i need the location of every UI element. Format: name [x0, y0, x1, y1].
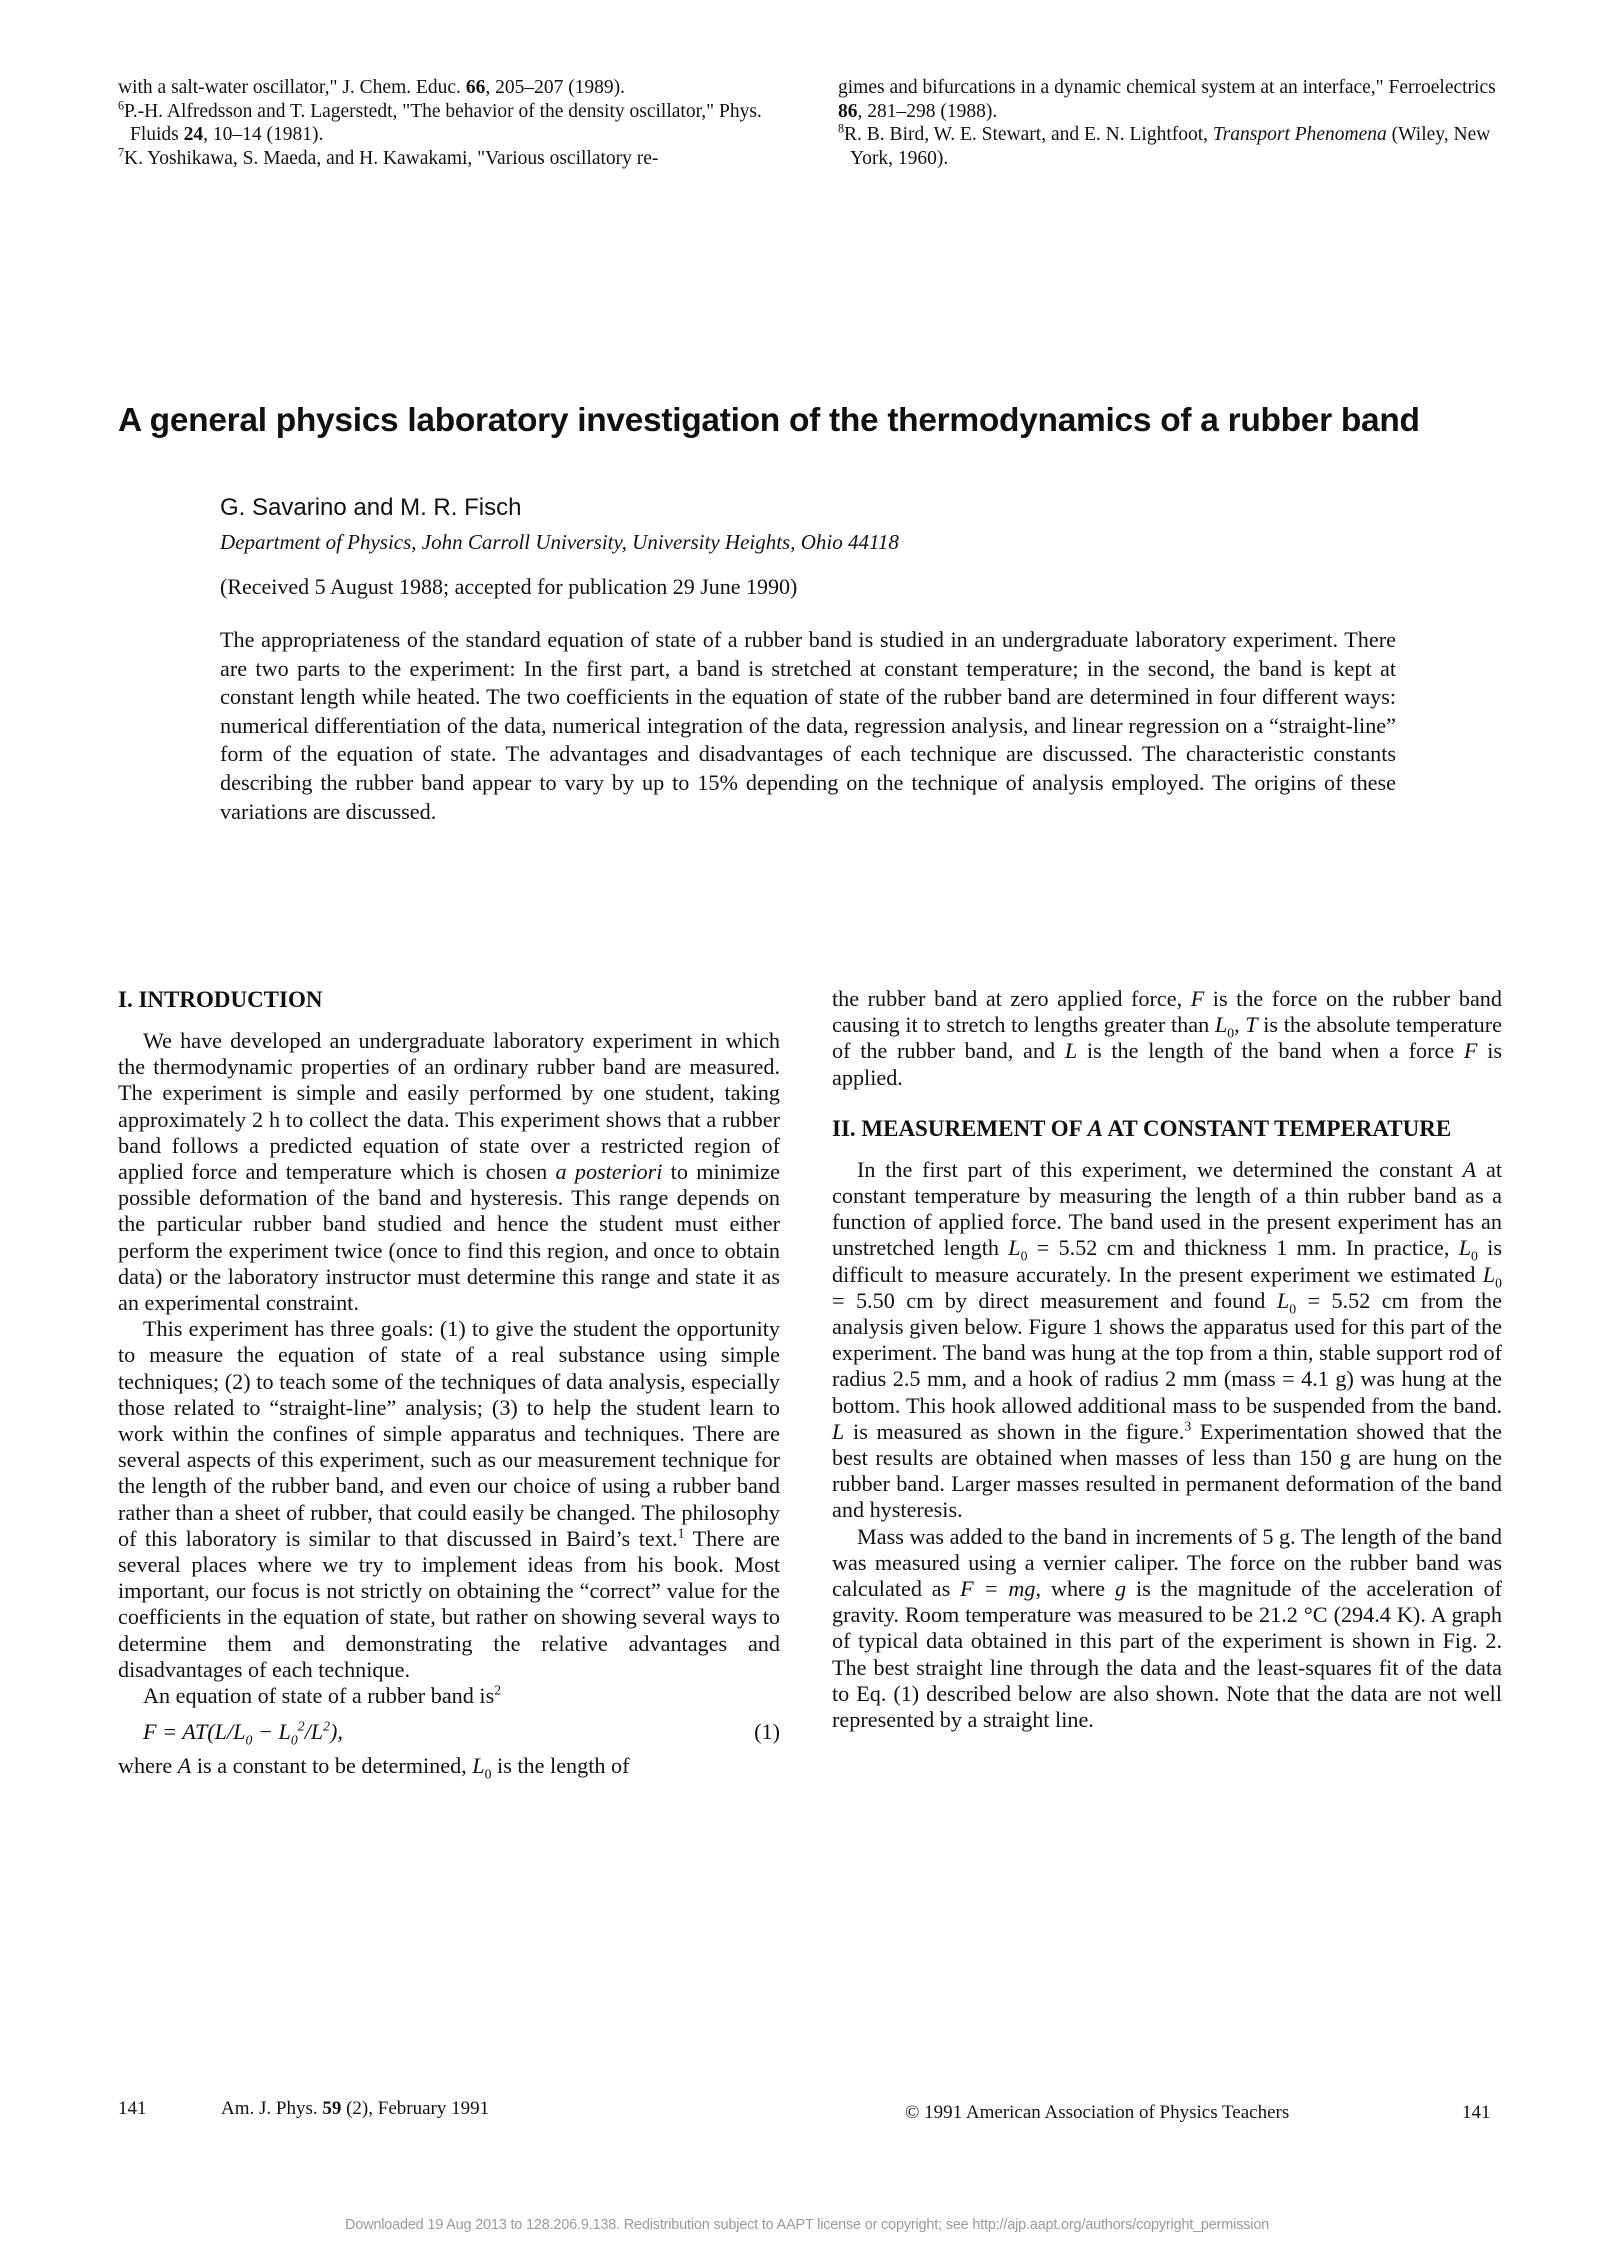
paragraph: We have developed an undergraduate laboratory experiment in which the thermodynamic properties of an ordinary rubber band are measured. The experiment is simple and easily performed by one student, taking approximately 2 h to collect the data. This experiment shows that a rubber band follows a predicted equation of state over a restricted region of applied force and temperature which is chosen a posteriori to minimize possible deformation of the band and hysteresis. This range depends on the particular rubber band studied and hence the student must either perform the experiment twice (once to find this region, and once to obtain data) or the laboratory instructor must determine this range and state it as an experimental constraint. [118, 1028, 780, 1316]
paragraph: An equation of state of a rubber band $is^2$ [143, 1682, 502, 1709]
section-heading: II. MEASUREMENT OF A AT CONSTANT TEMPERATURE [832, 1115, 1452, 1141]
references-left-column [118, 76, 788, 170]
body-right-column [832, 986, 1502, 1733]
author-affiliation: Department of Physics, John Carroll University, University Heights, Ohio 44118 [220, 530, 899, 554]
body-left-column [118, 986, 780, 1780]
paragraph: This experiment has three goals: (1) to give the student the opportunity to measure the equation of state of a real substance using simple techniques; (2) to teach some of the techniques of data analysis, especially those related to “straight-line” analysis; (3) to help the student learn to work within the confines of simple apparatus and techniques. There are several aspects of this experiment, such as our measurement technique for the length of the rubber band, and even our choice of using a rubber band rather than a sheet of rubber, that could easily be changed. The philosophy of this laboratory is similar to that discussed in Baird’s text.$^1$ There are several places where we try to implement ideas from his book. Most important, our focus is not strictly on obtaining the “correct” value for the coefficients in the equation of state, but rather on showing several ways to determine them and demonstrating the relative advantages and disadvantages of each technique. [118, 1316, 780, 1682]
page-number-left: 141 [118, 2098, 147, 2119]
article-title: A general physics laboratory investigation of the thermodynamics of a rubber band [118, 402, 1420, 439]
reference-entry: $^6$P.-H. Alfredsson and T. Lagerstedt, "The behavior of the density oscillator," Phys. Fluids 24, 10–14 (1981). [118, 98, 762, 145]
article-authors: G. Savarino and M. R. Fisch [220, 494, 522, 521]
paragraph: where A is a constant to be determined, $L_0$ is the length of [118, 1753, 630, 1782]
equation-number: (1) [754, 1719, 780, 1745]
page-number-right: 141 [1462, 2102, 1491, 2123]
journal-prefix: Am. J. Phys. [221, 2098, 323, 2119]
copyright-notice: © 1991 American Association of Physics Teachers [905, 2102, 1290, 2123]
references-right-column [838, 76, 1502, 170]
equation-body: $F = AT(L/L_0 - L_0^2/L^2)$, [143, 1718, 343, 1748]
download-notice: Downloaded 19 Aug 2013 to 128.206.9.138. Redistribution subject to AAPT license or copyright; see http://ajp.aapt.org/authors/copyright_permission [344, 2217, 1270, 2233]
journal-citation [221, 2098, 489, 2120]
paragraph: the rubber band at zero applied force, F is the force on the rubber band causing it to stretch to lengths greater than $L_0$, T is the absolute temperature of the rubber band, and L is the length of the band when a force F is applied. [832, 986, 1502, 1090]
journal-volume: 59 [322, 2098, 342, 2119]
reference-entry: with a salt-water oscillator," J. Chem. Educ. 66, 205–207 (1989). [118, 77, 626, 98]
reference-entry: $^8$R. B. Bird, W. E. Stewart, and E. N. Lightfoot, Transport Phenomena (Wiley, New York, 1960). [838, 121, 1491, 169]
section-heading: I. INTRODUCTION [118, 987, 323, 1012]
paragraph: Mass was added to the band in increments of 5 g. The length of the band was measured using a vernier caliper. The force on the rubber band was calculated as F = mg, where g is the magnitude of the acceleration of gravity. Room temperature was measured to be 21.2 °C (294.4 K). A graph of typical data obtained in this part of the experiment is shown in Fig. 2. The best straight line through the data and the least-squares fit of the data to Eq. (1) described below are also shown. Note that the data are not well represented by a straight line. [832, 1523, 1502, 1733]
received-dates: (Received 5 August 1988; accepted for publication 29 June 1990) [220, 574, 798, 599]
paragraph: In the first part of this experiment, we determined the constant A at constant temperature by measuring the length of a thin rubber band as a function of applied force. The band used in the present experiment has an unstretched length $L_0 = 5.52$ cm and thickness 1 mm. In practice, $L_0$ is difficult to measure accurately. In the present experiment we estimated $L_0 = 5.50$ cm by direct measurement and found $L_0 = 5.52$ cm from the analysis given below. Figure 1 shows the apparatus used for this part of the experiment. The band was hung at the top from a thin, stable support rod of radius 2.5 mm, and a hook of radius 2 mm (mass = 4.1 g) was hung at the bottom. This hook allowed additional mass to be suspended from the band. L is measured as shown in the figure.$^3$ Experimentation showed that the best results are obtained when masses of less than 150 g are hung on the rubber band. Larger masses resulted in permanent deformation of the band and hysteresis. [832, 1156, 1502, 1523]
abstract: The appropriateness of the standard equation of state of a rubber band is studied in an undergraduate laboratory experiment. There are two parts to the experiment: In the first part, a band is stretched at constant temperature; in the second, the band is kept at constant length while heated. The two coefficients in the equation of state of the rubber band are determined in four different ways: numerical differentiation of the data, numerical integration of the data, regression analysis, and linear regression on a “straight-line” form of the equation of state. The advantages and disadvantages of each technique are discussed. The characteristic constants describing the rubber band appear to vary by up to 15% depending on the technique of analysis employed. The origins of these variations are discussed. [220, 627, 1396, 824]
reference-entry: $^7$K. Yoshikawa, S. Maeda, and H. Kawakami, "Various oscillatory re- [118, 145, 659, 169]
journal-suffix: (2), February 1991 [341, 2098, 490, 2119]
reference-entry: gimes and bifurcations in a dynamic chemical system at an interface," Ferroelectrics 86, 281–298 (1988). [838, 77, 1496, 122]
equation [118, 1718, 780, 1748]
